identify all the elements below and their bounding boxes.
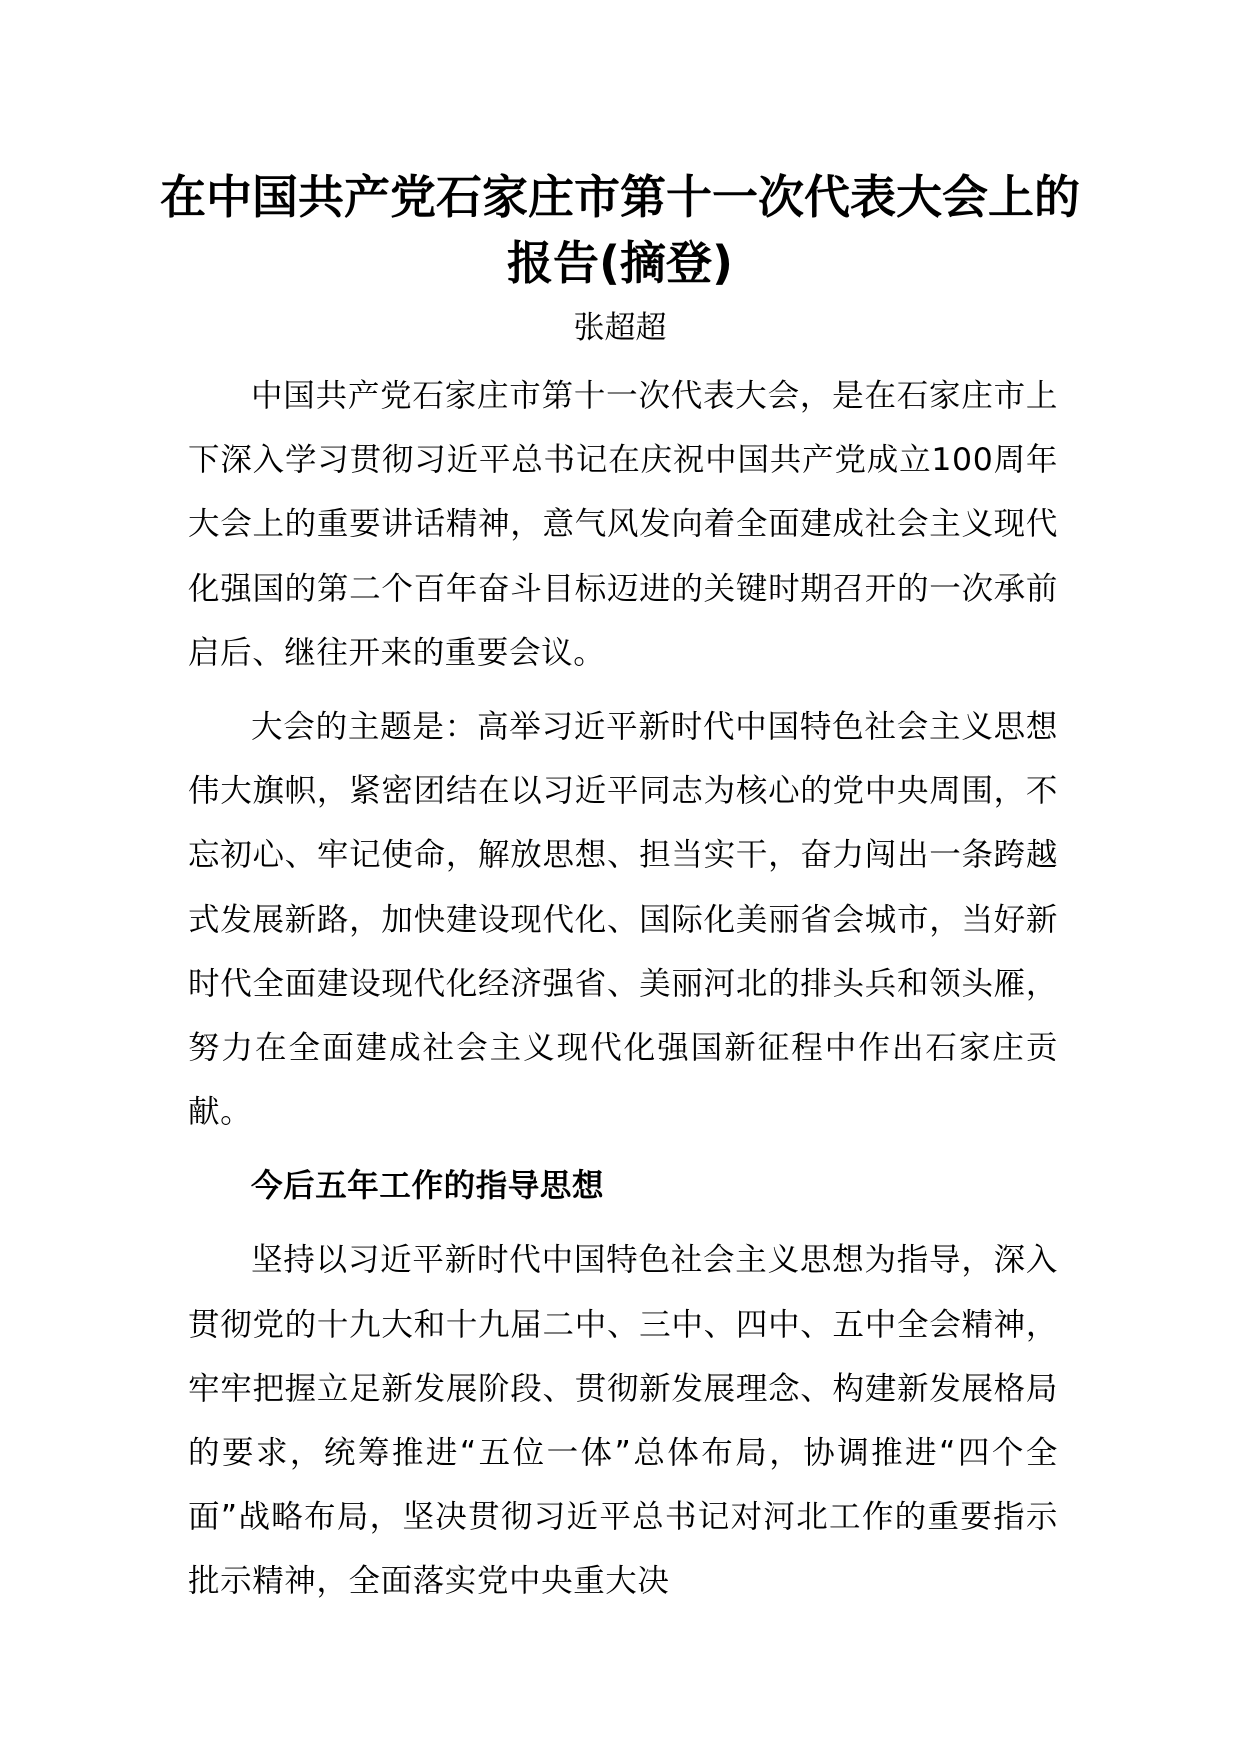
paragraph-intro: 中国共产党石家庄市第十一次代表大会，是在石家庄市上下深入学习贯彻习近平总书记在庆祝中国共产党成立100周年大会上的重要讲话精神，意气风发向着全面建成社会主义现代化强国的第二个百年奋斗目标迈进的关键时期召开的一次承前启后、继往开来的重要会议。 [188,378,1058,671]
section-heading: 今后五年工作的指导思想 [251,1168,605,1205]
document-title: 在中国共产党石家庄市第十一次代表大会上的报告(摘登) [160,170,1080,290]
paragraph-guiding-ideology: 坚持以习近平新时代中国特色社会主义思想为指导，深入贯彻党的十九大和十九届二中、三中、四中、五中全会精神，牢牢把握立足新发展阶段、贯彻新发展理念、构建新发展格局的要求，统筹推进“五位一体”总体布局，协调推进“四个全面”战略布局，坚决贯彻习近平总书记对河北工作的重要指示批示精神，全面落实党中央重大决 [188,1242,1058,1600]
paragraph-theme: 大会的主题是：高举习近平新时代中国特色社会主义思想伟大旗帜，紧密团结在以习近平同志为核心的党中央周围，不忘初心、牢记使命，解放思想、担当实干，奋力闯出一条跨越式发展新路，加快建设现代化、国际化美丽省会城市，当好新时代全面建设现代化经济强省、美丽河北的排头兵和领头雁，努力在全面建成社会主义现代化强国新征程中作出石家庄贡献。 [188,709,1058,1131]
author-name: 张超超 [573,310,667,346]
document-body [188,364,1058,1624]
